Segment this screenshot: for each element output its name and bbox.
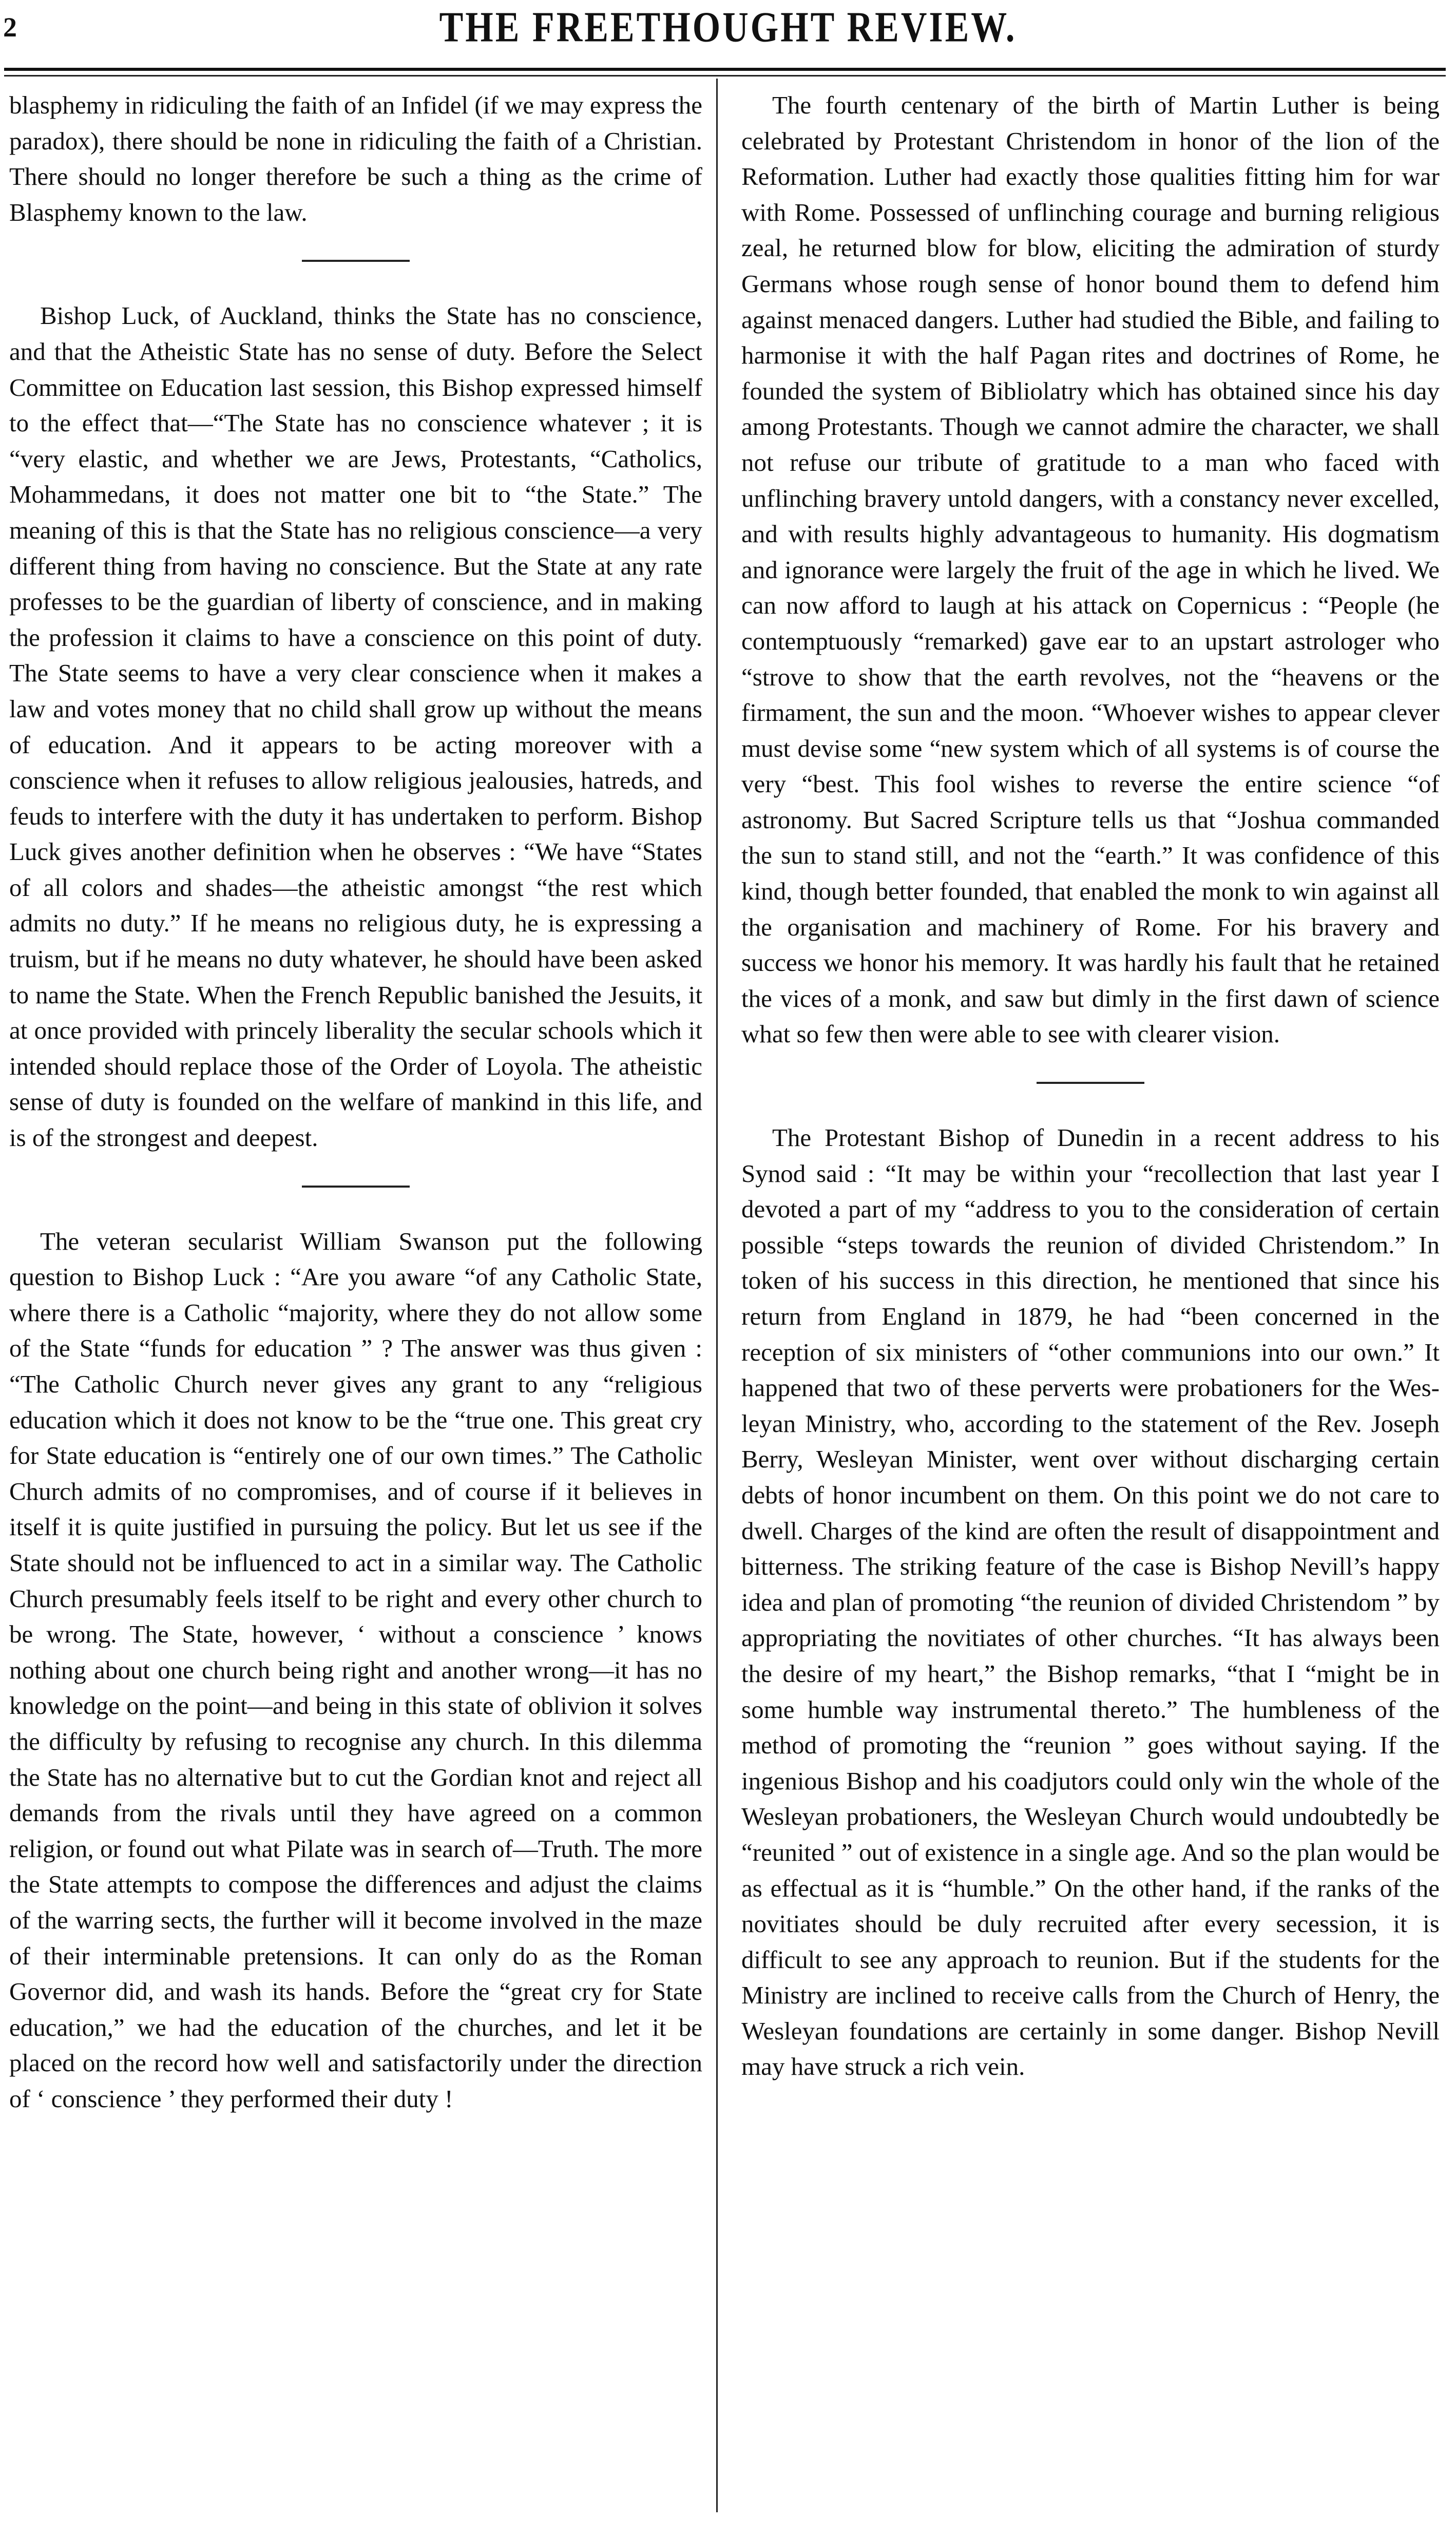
header-rule-thin xyxy=(4,75,1446,77)
article-blasphemy-continued: blasphemy in ridiculing the faith of an Infidel (if we may express the paradox), there should be none in ridiculing the faith of a Christian. There should no longer therefore be such a thing as the crime of Blasphemy known to the law. xyxy=(9,91,702,226)
section-separator xyxy=(302,260,410,262)
article-martin-luther: The fourth centenary of the birth of Martin Luther is being celebrated by Protestant Christendom in honor of the lion of the Reformation. Luther had exactly those qualities fitting him for war with Rome. Possessed of unflinching courage and burning religious zeal, he returned blow for blow, eliciting the admiration of sturdy Germans whose rough sense of honor bound them to defend him against menaced dangers. Luther had studied the Bible, and failing to harmonise it with the half Pagan rites and doctrines of Rome, he founded the system of Bibliolatry which has obtained since his day among Protestants. Though we cannot admire the character, we shall not refuse our tribute of gratitude to a man who faced with unflinching bravery untold dangers, with a constancy never excelled, and with results highly advantageous to humanity. His dogmatism and ignorance were largely the fruit of the age in which he lived. We can now afford to laugh at his attack on Copernicus : “People (he contemptuously “remarked) gave ear to an upstart astrologer who “strove to show that the earth revolves, not the “heavens or the firmament, the sun and the moon. “Whoever wishes to appear clever must devise some “new system which of all systems is of course the very “best. This fool wishes to reverse the entire science “of astronomy. But Sacred Scripture tells us that “Joshua commanded the sun to stand still, and not the “earth.” It was confidence of this kind, though better founded, that enabled the monk to win against all the organisation and machinery of Rome. For his bravery and success we honor his memory. It was hardly his fault that he retained the vices of a monk, and saw but dimly in the first dawn of science what so few then were able to see with clearer vision. xyxy=(741,91,1440,1048)
publication-title: THE FREETHOUGHT REVIEW. xyxy=(439,4,1017,51)
left-column xyxy=(9,87,702,2116)
right-column xyxy=(741,87,1440,2085)
section-separator xyxy=(302,1186,410,1188)
page-number: 2 xyxy=(3,12,17,43)
article-william-swanson: The veteran secularist William Swanson put the following question to Bishop Luck : “Are you aware “of any Catholic State, where there is a Catholic “majority, where they do not allow some of the State “funds for education ” ? The answer was thus given : “The Catholic Church never gives any grant to any “religious education which it does not know to be the “true one. This great cry for State education is “entirely one of our own times.” The Catholic Church admits of no compromises, and of course if it believes in itself it is quite justified in pursuing the policy. But let us see if the State should not be influenced to act in a similar way. The Catholic Church presumably feels itself to be right and every other church to be wrong. The State, however, ‘ without a conscience ’ knows nothing about one church being right and another wrong—it has no knowledge on the point—and being in this state of oblivion it solves the difficulty by refusing to recognise any church. In this dilemma the State has no alternative but to cut the Gordian knot and reject all demands from the rivals until they have agreed on a common religion, or found out what Pilate was in search of—Truth. The more the State attempts to compose the differences and adjust the claims of the warring sects, the further will it become involved in the maze of their interminable pretensions. It can only do as the Roman Governor did, and wash its hands. Before the “great cry for State education,” we had the education of the churches, and let it be placed on the record how well and satisfactorily under the direction of ‘ conscience ’ they performed their duty ! xyxy=(9,1227,702,2113)
column-divider xyxy=(716,79,718,2512)
article-bishop-luck: Bishop Luck, of Auckland, thinks the State has no conscience, and that the Atheistic State has no sense of duty. Before the Select Committee on Education last session, this Bishop expressed himself to the effect that—“The State has no conscience whatever ; it is “very elastic, and whether we are Jews, Protestants, “Catholics, Mohammedans, it does not matter one bit to “the State.” The meaning of this is that the State has no religious conscience—a very different thing from having no conscience. But the State at any rate professes to be the guardian of liberty of conscience, and in making the profession it claims to have a conscience on this point of duty. The State seems to have a very clear conscience when it makes a law and votes money that no child shall grow up without the means of education. And it appears to be acting moreover with a conscience when it refuses to allow religious jealousies, hatreds, and feuds to interfere with the duty it has undertaken to perform. Bishop Luck gives another definition when he observes : “We have “States of all colors and shades—the atheistic amongst “the rest which admits no duty.” If he means no religious duty, he is expressing a truism, but if he means no duty whatever, he should have been asked to name the State. When the French Republic banished the Jesuits, it at once provided with princely liberality the secular schools which it intended should replace those of the Order of Loyola. The atheistic sense of duty is founded on the welfare of mankind in this life, and is of the strongest and deepest. xyxy=(9,301,702,1152)
article-bishop-of-dunedin: The Protestant Bishop of Dunedin in a recent address to his Synod said : “It may be within your “recollection that last year I devoted a part of my “address to you to the consideration of certain possible “steps towards the reunion of divided Christendom.” In token of his success in this direction, he mentioned that since his return from England in 1879, he had “been concerned in the reception of six ministers of “other communions into our own.” It happened that two of these perverts were probationers for the Wesleyan Ministry, who, according to the statement of the Rev. Joseph Berry, Wesleyan Minister, went over without discharging certain debts of honor incumbent on them. On this point we do not care to dwell. Charges of the kind are often the result of disappointment and bitterness. The striking feature of the case is Bishop Nevill’s happy idea and plan of promoting “the reunion of divided Christendom ” by appropriating the novitiates of other churches. “It has always been the desire of my heart,” the Bishop remarks, “that I “might be in some humble way instrumental thereto.” The humbleness of the method of promoting the “reunion ” goes without saying. If the ingenious Bishop and his coadjutors could only win the whole of the Wesleyan probationers, the Wesleyan Church would undoubtedly be “reunited ” out of existence in a single age. And so the plan would be as effectual as it is “humble.” On the other hand, if the ranks of the novitiates should be duly recruited after every secession, it is difficult to see any approach to reunion. But if the students for the Ministry are inclined to receive calls from the Church of Henry, the Wesleyan foundations are certainly in some danger. Bishop Nevill may have struck a rich vein. xyxy=(741,1123,1440,2081)
section-separator xyxy=(1037,1082,1144,1084)
header-rule-thick xyxy=(4,68,1446,71)
